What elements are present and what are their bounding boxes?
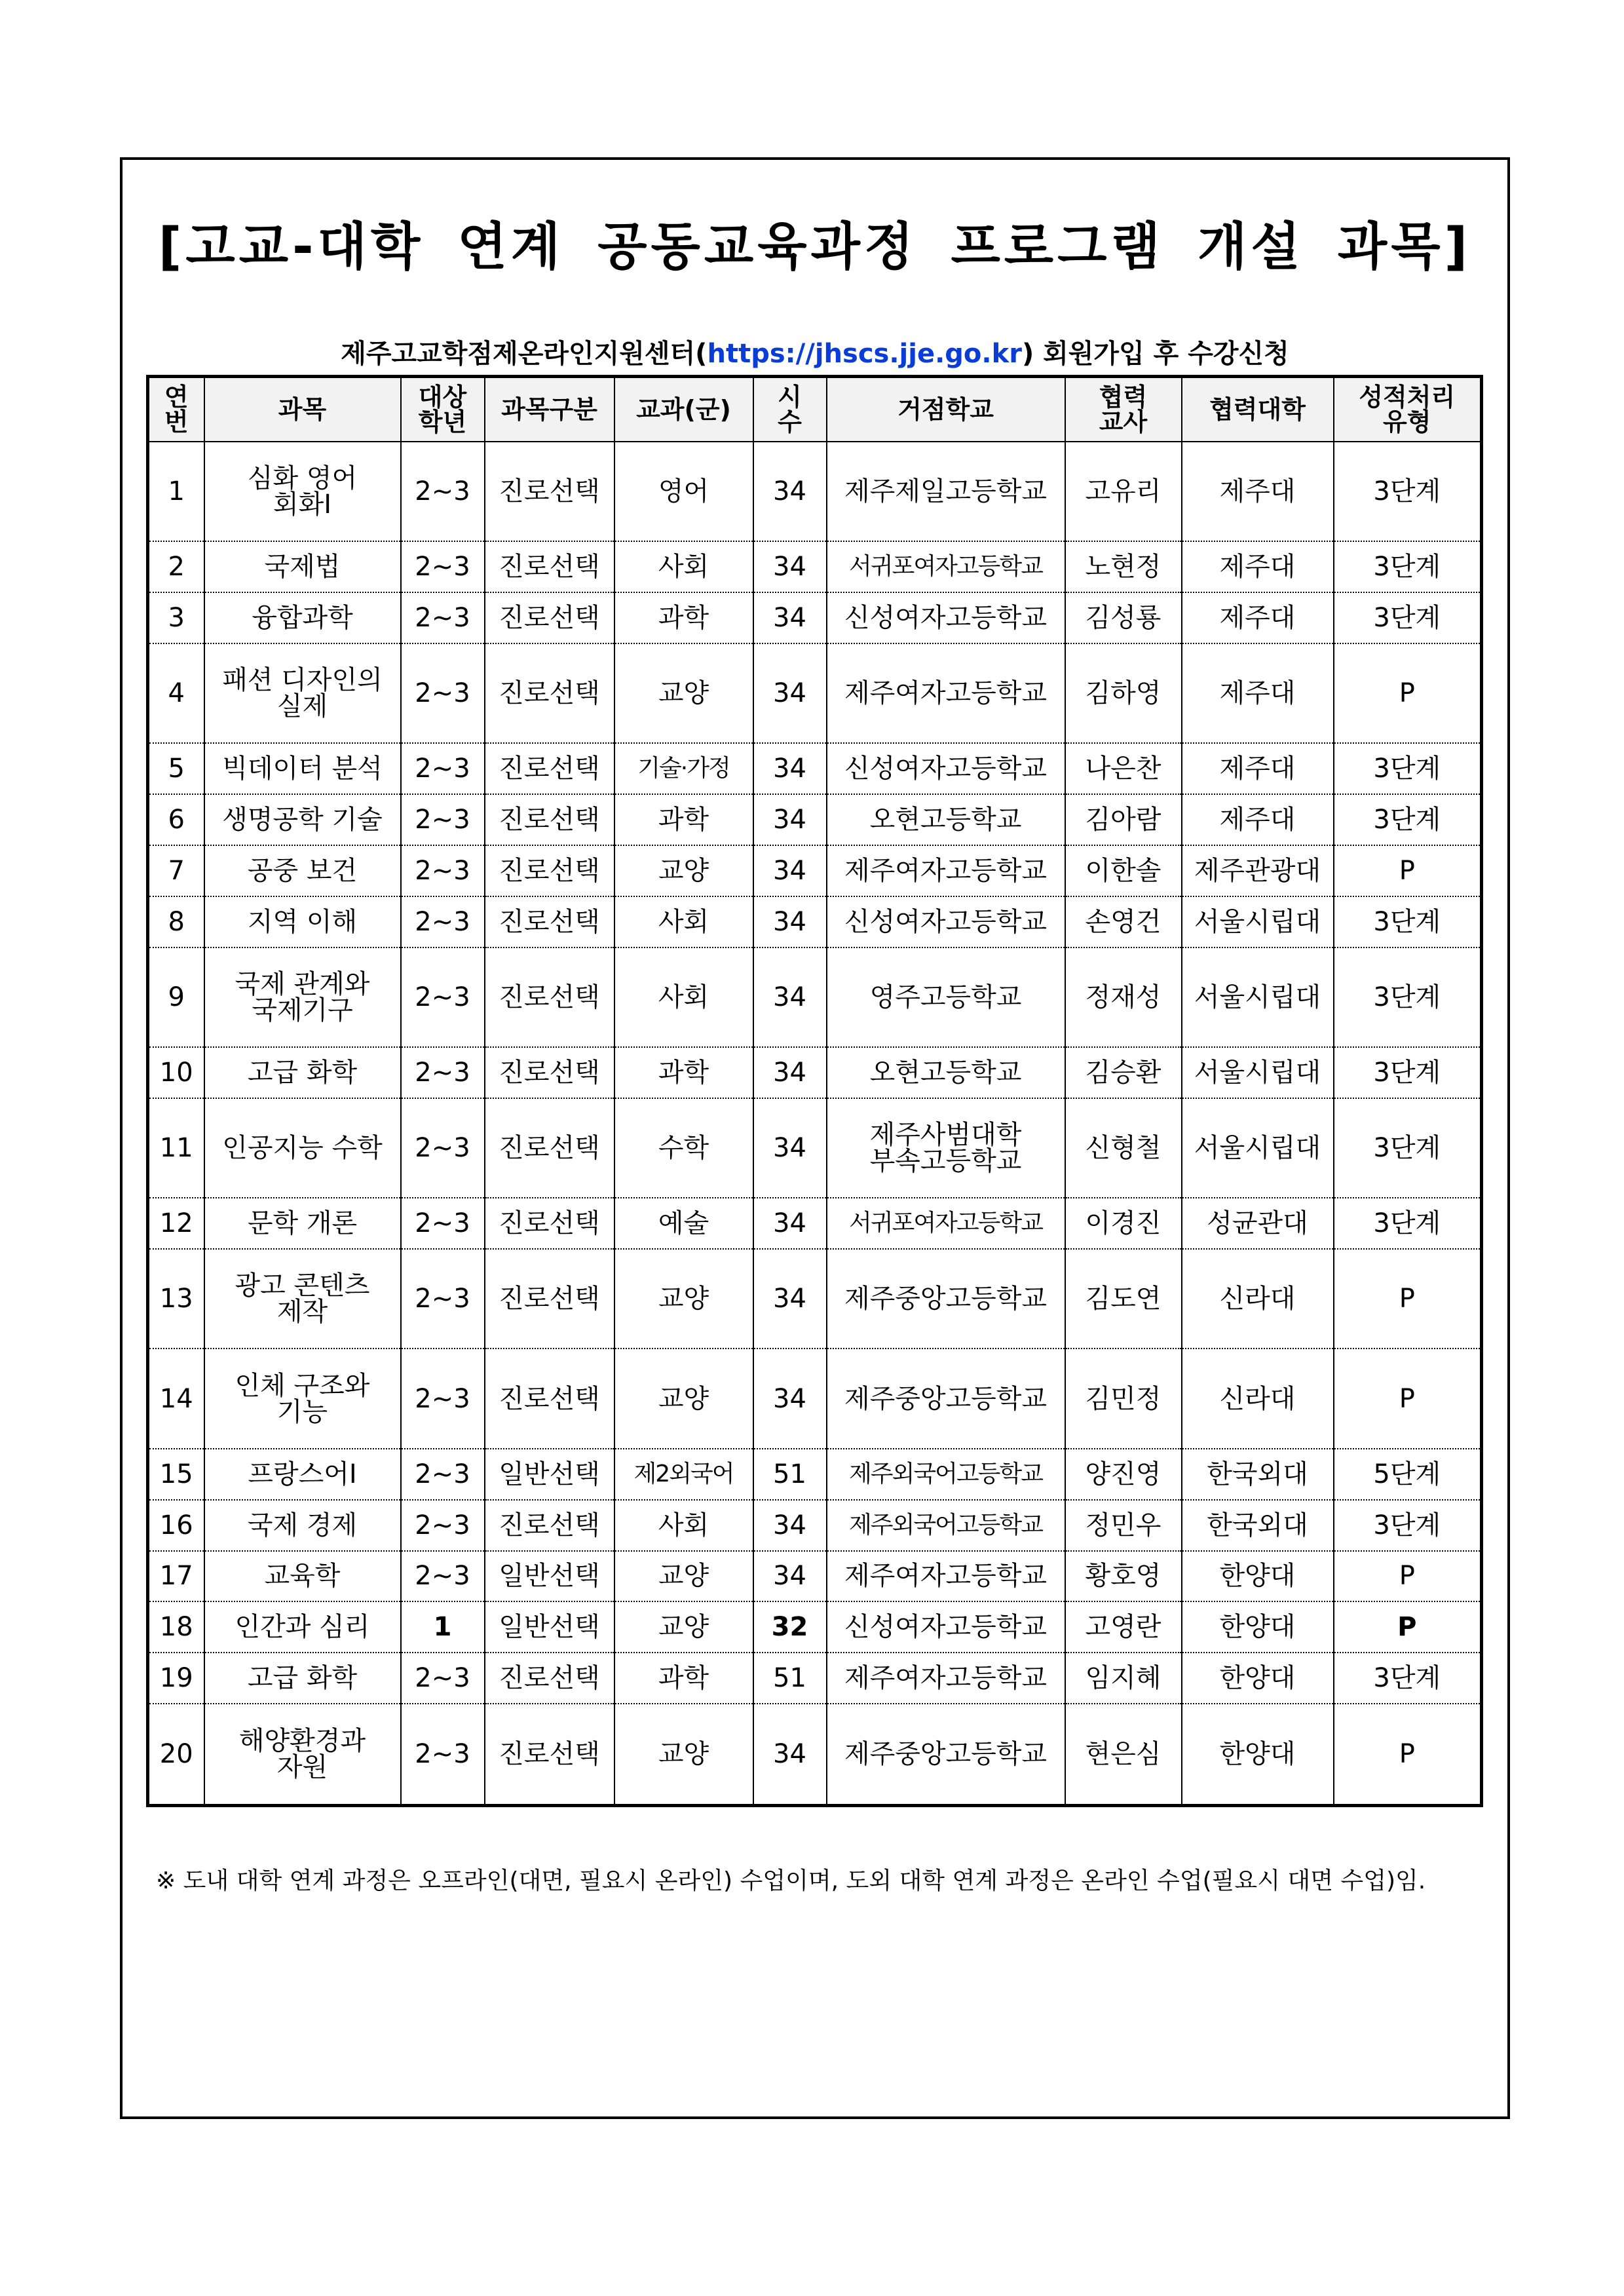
cell-university: 한국외대 xyxy=(1182,1449,1334,1500)
cell-field: 교양 xyxy=(614,643,753,743)
cell-grade: 2~3 xyxy=(401,743,485,794)
cell-no: 9 xyxy=(148,947,204,1047)
cell-school: 영주고등학교 xyxy=(827,947,1065,1047)
cell-field: 수학 xyxy=(614,1098,753,1198)
cell-no: 19 xyxy=(148,1653,204,1704)
cell-grading: 3단계 xyxy=(1334,592,1482,643)
cell-school: 제주중앙고등학교 xyxy=(827,1349,1065,1448)
header-field: 교과(군) xyxy=(614,377,753,442)
cell-no: 10 xyxy=(148,1047,204,1098)
cell-subject: 지역 이해 xyxy=(204,896,401,947)
header-school: 거점학교 xyxy=(827,377,1065,442)
footnote: ※ 도내 대학 연계 과정은 오프라인(대면, 필요시 온라인) 수업이며, 도외 대학 연계 과정은 온라인 수업(필요시 대면 수업)임. xyxy=(156,1867,1426,1894)
table-row xyxy=(148,845,1482,896)
cell-subject: 융합과학 xyxy=(204,592,401,643)
cell-teacher: 정재성 xyxy=(1065,947,1182,1047)
cell-teacher: 고영란 xyxy=(1065,1601,1182,1653)
enrollment-notice-suffix: ) 회원가입 후 수강신청 xyxy=(1021,339,1289,369)
cell-hours: 34 xyxy=(753,541,827,592)
table-row xyxy=(148,1349,1482,1448)
cell-no: 3 xyxy=(148,592,204,643)
cell-teacher: 정민우 xyxy=(1065,1500,1182,1551)
cell-hours: 34 xyxy=(753,1249,827,1349)
cell-no: 16 xyxy=(148,1500,204,1551)
cell-school: 제주여자고등학교 xyxy=(827,643,1065,743)
cell-hours: 34 xyxy=(753,743,827,794)
cell-no: 8 xyxy=(148,896,204,947)
cell-category: 진로선택 xyxy=(485,1249,614,1349)
cell-grading: P xyxy=(1334,1601,1482,1653)
cell-grade: 2~3 xyxy=(401,1249,485,1349)
header-subject: 과목 xyxy=(204,377,401,442)
cell-grading: 3단계 xyxy=(1334,442,1482,541)
cell-category: 진로선택 xyxy=(485,442,614,541)
cell-category: 진로선택 xyxy=(485,1047,614,1098)
cell-university: 한양대 xyxy=(1182,1551,1334,1602)
cell-university: 제주대 xyxy=(1182,643,1334,743)
cell-school: 제주외국어고등학교 xyxy=(827,1449,1065,1500)
course-rows xyxy=(148,442,1482,1806)
cell-grade: 2~3 xyxy=(401,643,485,743)
cell-university: 제주대 xyxy=(1182,743,1334,794)
cell-teacher: 황호영 xyxy=(1065,1551,1182,1602)
cell-subject: 광고 콘텐츠 제작 xyxy=(204,1249,401,1349)
cell-teacher: 신형철 xyxy=(1065,1098,1182,1198)
cell-field: 예술 xyxy=(614,1198,753,1249)
cell-grade: 2~3 xyxy=(401,896,485,947)
cell-university: 제주관광대 xyxy=(1182,845,1334,896)
cell-university: 한양대 xyxy=(1182,1601,1334,1653)
table-row xyxy=(148,743,1482,794)
cell-subject: 국제 경제 xyxy=(204,1500,401,1551)
cell-grading: 3단계 xyxy=(1334,1098,1482,1198)
cell-grade: 2~3 xyxy=(401,1500,485,1551)
cell-field: 영어 xyxy=(614,442,753,541)
cell-hours: 34 xyxy=(753,1500,827,1551)
cell-subject: 빅데이터 분석 xyxy=(204,743,401,794)
cell-university: 제주대 xyxy=(1182,794,1334,845)
cell-grade: 2~3 xyxy=(401,1349,485,1448)
cell-teacher: 나은찬 xyxy=(1065,743,1182,794)
cell-category: 진로선택 xyxy=(485,1704,614,1805)
cell-school: 제주여자고등학교 xyxy=(827,845,1065,896)
cell-subject: 인공지능 수학 xyxy=(204,1098,401,1198)
header-university: 협력대학 xyxy=(1182,377,1334,442)
table-row xyxy=(148,442,1482,541)
cell-teacher: 고유리 xyxy=(1065,442,1182,541)
cell-university: 제주대 xyxy=(1182,442,1334,541)
cell-teacher: 현은심 xyxy=(1065,1704,1182,1805)
cell-grade: 2~3 xyxy=(401,794,485,845)
cell-grading: 3단계 xyxy=(1334,1047,1482,1098)
cell-no: 14 xyxy=(148,1349,204,1448)
cell-subject: 공중 보건 xyxy=(204,845,401,896)
cell-category: 진로선택 xyxy=(485,1349,614,1448)
cell-hours: 34 xyxy=(753,1198,827,1249)
cell-grading: 3단계 xyxy=(1334,743,1482,794)
cell-university: 서울시립대 xyxy=(1182,947,1334,1047)
cell-category: 진로선택 xyxy=(485,1098,614,1198)
cell-grading: P xyxy=(1334,1704,1482,1805)
cell-subject: 인체 구조와 기능 xyxy=(204,1349,401,1448)
cell-no: 20 xyxy=(148,1704,204,1805)
cell-hours: 34 xyxy=(753,592,827,643)
cell-hours: 34 xyxy=(753,1098,827,1198)
cell-field: 사회 xyxy=(614,1500,753,1551)
cell-field: 교양 xyxy=(614,1249,753,1349)
cell-grade: 2~3 xyxy=(401,1047,485,1098)
header-hours: 시 수 xyxy=(753,377,827,442)
cell-field: 과학 xyxy=(614,1047,753,1098)
table-row xyxy=(148,1449,1482,1500)
cell-university: 한양대 xyxy=(1182,1704,1334,1805)
cell-subject: 인간과 심리 xyxy=(204,1601,401,1653)
cell-grading: 3단계 xyxy=(1334,896,1482,947)
header-category: 과목구분 xyxy=(485,377,614,442)
cell-university: 서울시립대 xyxy=(1182,1098,1334,1198)
table-row xyxy=(148,1098,1482,1198)
cell-school: 제주여자고등학교 xyxy=(827,1551,1065,1602)
cell-subject: 심화 영어 회화Ⅰ xyxy=(204,442,401,541)
header-teacher: 협력 교사 xyxy=(1065,377,1182,442)
table-row xyxy=(148,1551,1482,1602)
cell-category: 진로선택 xyxy=(485,643,614,743)
cell-field: 교양 xyxy=(614,1704,753,1805)
enrollment-notice-prefix: 제주고교학점제온라인지원센터( xyxy=(341,339,708,369)
cell-subject: 국제법 xyxy=(204,541,401,592)
cell-no: 15 xyxy=(148,1449,204,1500)
cell-subject: 프랑스어Ⅰ xyxy=(204,1449,401,1500)
table-row xyxy=(148,1047,1482,1098)
cell-school: 제주외국어고등학교 xyxy=(827,1500,1065,1551)
cell-hours: 34 xyxy=(753,947,827,1047)
cell-no: 4 xyxy=(148,643,204,743)
cell-grade: 2~3 xyxy=(401,1704,485,1805)
cell-no: 2 xyxy=(148,541,204,592)
cell-hours: 34 xyxy=(753,1047,827,1098)
cell-university: 한양대 xyxy=(1182,1653,1334,1704)
cell-category: 진로선택 xyxy=(485,896,614,947)
cell-subject: 패션 디자인의 실제 xyxy=(204,643,401,743)
cell-grading: 3단계 xyxy=(1334,794,1482,845)
table-row xyxy=(148,1249,1482,1349)
cell-grade: 2~3 xyxy=(401,1198,485,1249)
cell-no: 11 xyxy=(148,1098,204,1198)
cell-category: 진로선택 xyxy=(485,541,614,592)
cell-teacher: 노현정 xyxy=(1065,541,1182,592)
cell-hours: 34 xyxy=(753,442,827,541)
table-row xyxy=(148,1653,1482,1704)
cell-school: 신성여자고등학교 xyxy=(827,1601,1065,1653)
cell-hours: 34 xyxy=(753,1349,827,1448)
cell-grading: P xyxy=(1334,1249,1482,1349)
cell-subject: 고급 화학 xyxy=(204,1653,401,1704)
cell-hours: 32 xyxy=(753,1601,827,1653)
cell-grading: 3단계 xyxy=(1334,1500,1482,1551)
cell-grading: P xyxy=(1334,1551,1482,1602)
table-row xyxy=(148,1500,1482,1551)
cell-university: 서울시립대 xyxy=(1182,1047,1334,1098)
cell-university: 제주대 xyxy=(1182,592,1334,643)
cell-school: 서귀포여자고등학교 xyxy=(827,1198,1065,1249)
cell-subject: 고급 화학 xyxy=(204,1047,401,1098)
cell-field: 교양 xyxy=(614,845,753,896)
cell-university: 성균관대 xyxy=(1182,1198,1334,1249)
cell-grading: P xyxy=(1334,1349,1482,1448)
table-row xyxy=(148,1601,1482,1653)
cell-grade: 2~3 xyxy=(401,1449,485,1500)
cell-grading: P xyxy=(1334,845,1482,896)
cell-grading: 3단계 xyxy=(1334,541,1482,592)
cell-field: 교양 xyxy=(614,1601,753,1653)
cell-hours: 51 xyxy=(753,1449,827,1500)
cell-grade: 2~3 xyxy=(401,947,485,1047)
header-grade: 대상 학년 xyxy=(401,377,485,442)
cell-field: 사회 xyxy=(614,896,753,947)
cell-hours: 51 xyxy=(753,1653,827,1704)
cell-category: 진로선택 xyxy=(485,1198,614,1249)
table-row xyxy=(148,643,1482,743)
cell-school: 제주중앙고등학교 xyxy=(827,1249,1065,1349)
table-header-row xyxy=(148,377,1482,442)
cell-grade: 2~3 xyxy=(401,1098,485,1198)
cell-category: 일반선택 xyxy=(485,1601,614,1653)
cell-field: 교양 xyxy=(614,1349,753,1448)
cell-no: 5 xyxy=(148,743,204,794)
cell-no: 18 xyxy=(148,1601,204,1653)
cell-subject: 생명공학 기술 xyxy=(204,794,401,845)
cell-hours: 34 xyxy=(753,643,827,743)
cell-teacher: 손영건 xyxy=(1065,896,1182,947)
table-row xyxy=(148,1198,1482,1249)
cell-teacher: 양진영 xyxy=(1065,1449,1182,1500)
cell-school: 오현고등학교 xyxy=(827,1047,1065,1098)
cell-teacher: 김민정 xyxy=(1065,1349,1182,1448)
table-row xyxy=(148,541,1482,592)
cell-hours: 34 xyxy=(753,1551,827,1602)
cell-no: 7 xyxy=(148,845,204,896)
cell-no: 13 xyxy=(148,1249,204,1349)
cell-grade: 2~3 xyxy=(401,592,485,643)
table-row xyxy=(148,794,1482,845)
cell-school: 신성여자고등학교 xyxy=(827,896,1065,947)
cell-grade: 2~3 xyxy=(401,845,485,896)
cell-university: 한국외대 xyxy=(1182,1500,1334,1551)
cell-category: 진로선택 xyxy=(485,794,614,845)
cell-field: 기술·가정 xyxy=(614,743,753,794)
cell-grade: 2~3 xyxy=(401,541,485,592)
center-website-link[interactable]: https://jhscs.jje.go.kr xyxy=(707,339,1022,369)
cell-subject: 문학 개론 xyxy=(204,1198,401,1249)
cell-grading: 5단계 xyxy=(1334,1449,1482,1500)
cell-field: 제2외국어 xyxy=(614,1449,753,1500)
cell-grading: 3단계 xyxy=(1334,1653,1482,1704)
cell-field: 과학 xyxy=(614,592,753,643)
cell-school: 제주중앙고등학교 xyxy=(827,1704,1065,1805)
cell-category: 진로선택 xyxy=(485,845,614,896)
cell-category: 일반선택 xyxy=(485,1551,614,1602)
cell-subject: 국제 관계와 국제기구 xyxy=(204,947,401,1047)
cell-school: 제주제일고등학교 xyxy=(827,442,1065,541)
cell-category: 진로선택 xyxy=(485,743,614,794)
cell-school: 오현고등학교 xyxy=(827,794,1065,845)
header-grading: 성적처리 유형 xyxy=(1334,377,1482,442)
cell-teacher: 이한솔 xyxy=(1065,845,1182,896)
cell-no: 17 xyxy=(148,1551,204,1602)
cell-subject: 교육학 xyxy=(204,1551,401,1602)
table-row xyxy=(148,896,1482,947)
cell-hours: 34 xyxy=(753,1704,827,1805)
cell-category: 진로선택 xyxy=(485,947,614,1047)
cell-teacher: 김하영 xyxy=(1065,643,1182,743)
table-row xyxy=(148,1704,1482,1805)
cell-school: 신성여자고등학교 xyxy=(827,743,1065,794)
cell-field: 과학 xyxy=(614,794,753,845)
cell-teacher: 김승환 xyxy=(1065,1047,1182,1098)
cell-university: 신라대 xyxy=(1182,1349,1334,1448)
cell-university: 제주대 xyxy=(1182,541,1334,592)
cell-no: 6 xyxy=(148,794,204,845)
cell-grading: 3단계 xyxy=(1334,947,1482,1047)
cell-field: 과학 xyxy=(614,1653,753,1704)
cell-subject: 해양환경과 자원 xyxy=(204,1704,401,1805)
header-no: 연 번 xyxy=(148,377,204,442)
cell-school: 신성여자고등학교 xyxy=(827,592,1065,643)
cell-field: 사회 xyxy=(614,947,753,1047)
cell-grading: 3단계 xyxy=(1334,1198,1482,1249)
cell-grade: 1 xyxy=(401,1601,485,1653)
cell-hours: 34 xyxy=(753,896,827,947)
cell-hours: 34 xyxy=(753,845,827,896)
table-row xyxy=(148,947,1482,1047)
cell-school: 제주여자고등학교 xyxy=(827,1653,1065,1704)
cell-field: 교양 xyxy=(614,1551,753,1602)
cell-grade: 2~3 xyxy=(401,1653,485,1704)
cell-school: 제주사범대학 부속고등학교 xyxy=(827,1098,1065,1198)
cell-grading: P xyxy=(1334,643,1482,743)
course-table xyxy=(146,375,1483,1807)
cell-category: 진로선택 xyxy=(485,1500,614,1551)
enrollment-notice xyxy=(120,333,1510,370)
cell-no: 12 xyxy=(148,1198,204,1249)
cell-school: 서귀포여자고등학교 xyxy=(827,541,1065,592)
cell-category: 진로선택 xyxy=(485,592,614,643)
cell-teacher: 이경진 xyxy=(1065,1198,1182,1249)
cell-teacher: 김성룡 xyxy=(1065,592,1182,643)
cell-field: 사회 xyxy=(614,541,753,592)
cell-category: 일반선택 xyxy=(485,1449,614,1500)
cell-grade: 2~3 xyxy=(401,442,485,541)
cell-teacher: 김아람 xyxy=(1065,794,1182,845)
cell-teacher: 임지혜 xyxy=(1065,1653,1182,1704)
table-row xyxy=(148,592,1482,643)
cell-hours: 34 xyxy=(753,794,827,845)
cell-teacher: 김도연 xyxy=(1065,1249,1182,1349)
cell-grade: 2~3 xyxy=(401,1551,485,1602)
cell-category: 진로선택 xyxy=(485,1653,614,1704)
cell-no: 1 xyxy=(148,442,204,541)
cell-university: 신라대 xyxy=(1182,1249,1334,1349)
cell-university: 서울시립대 xyxy=(1182,896,1334,947)
page-title: [고교-대학 연계 공동교육과정 프로그램 개설 과목] xyxy=(158,218,1472,277)
